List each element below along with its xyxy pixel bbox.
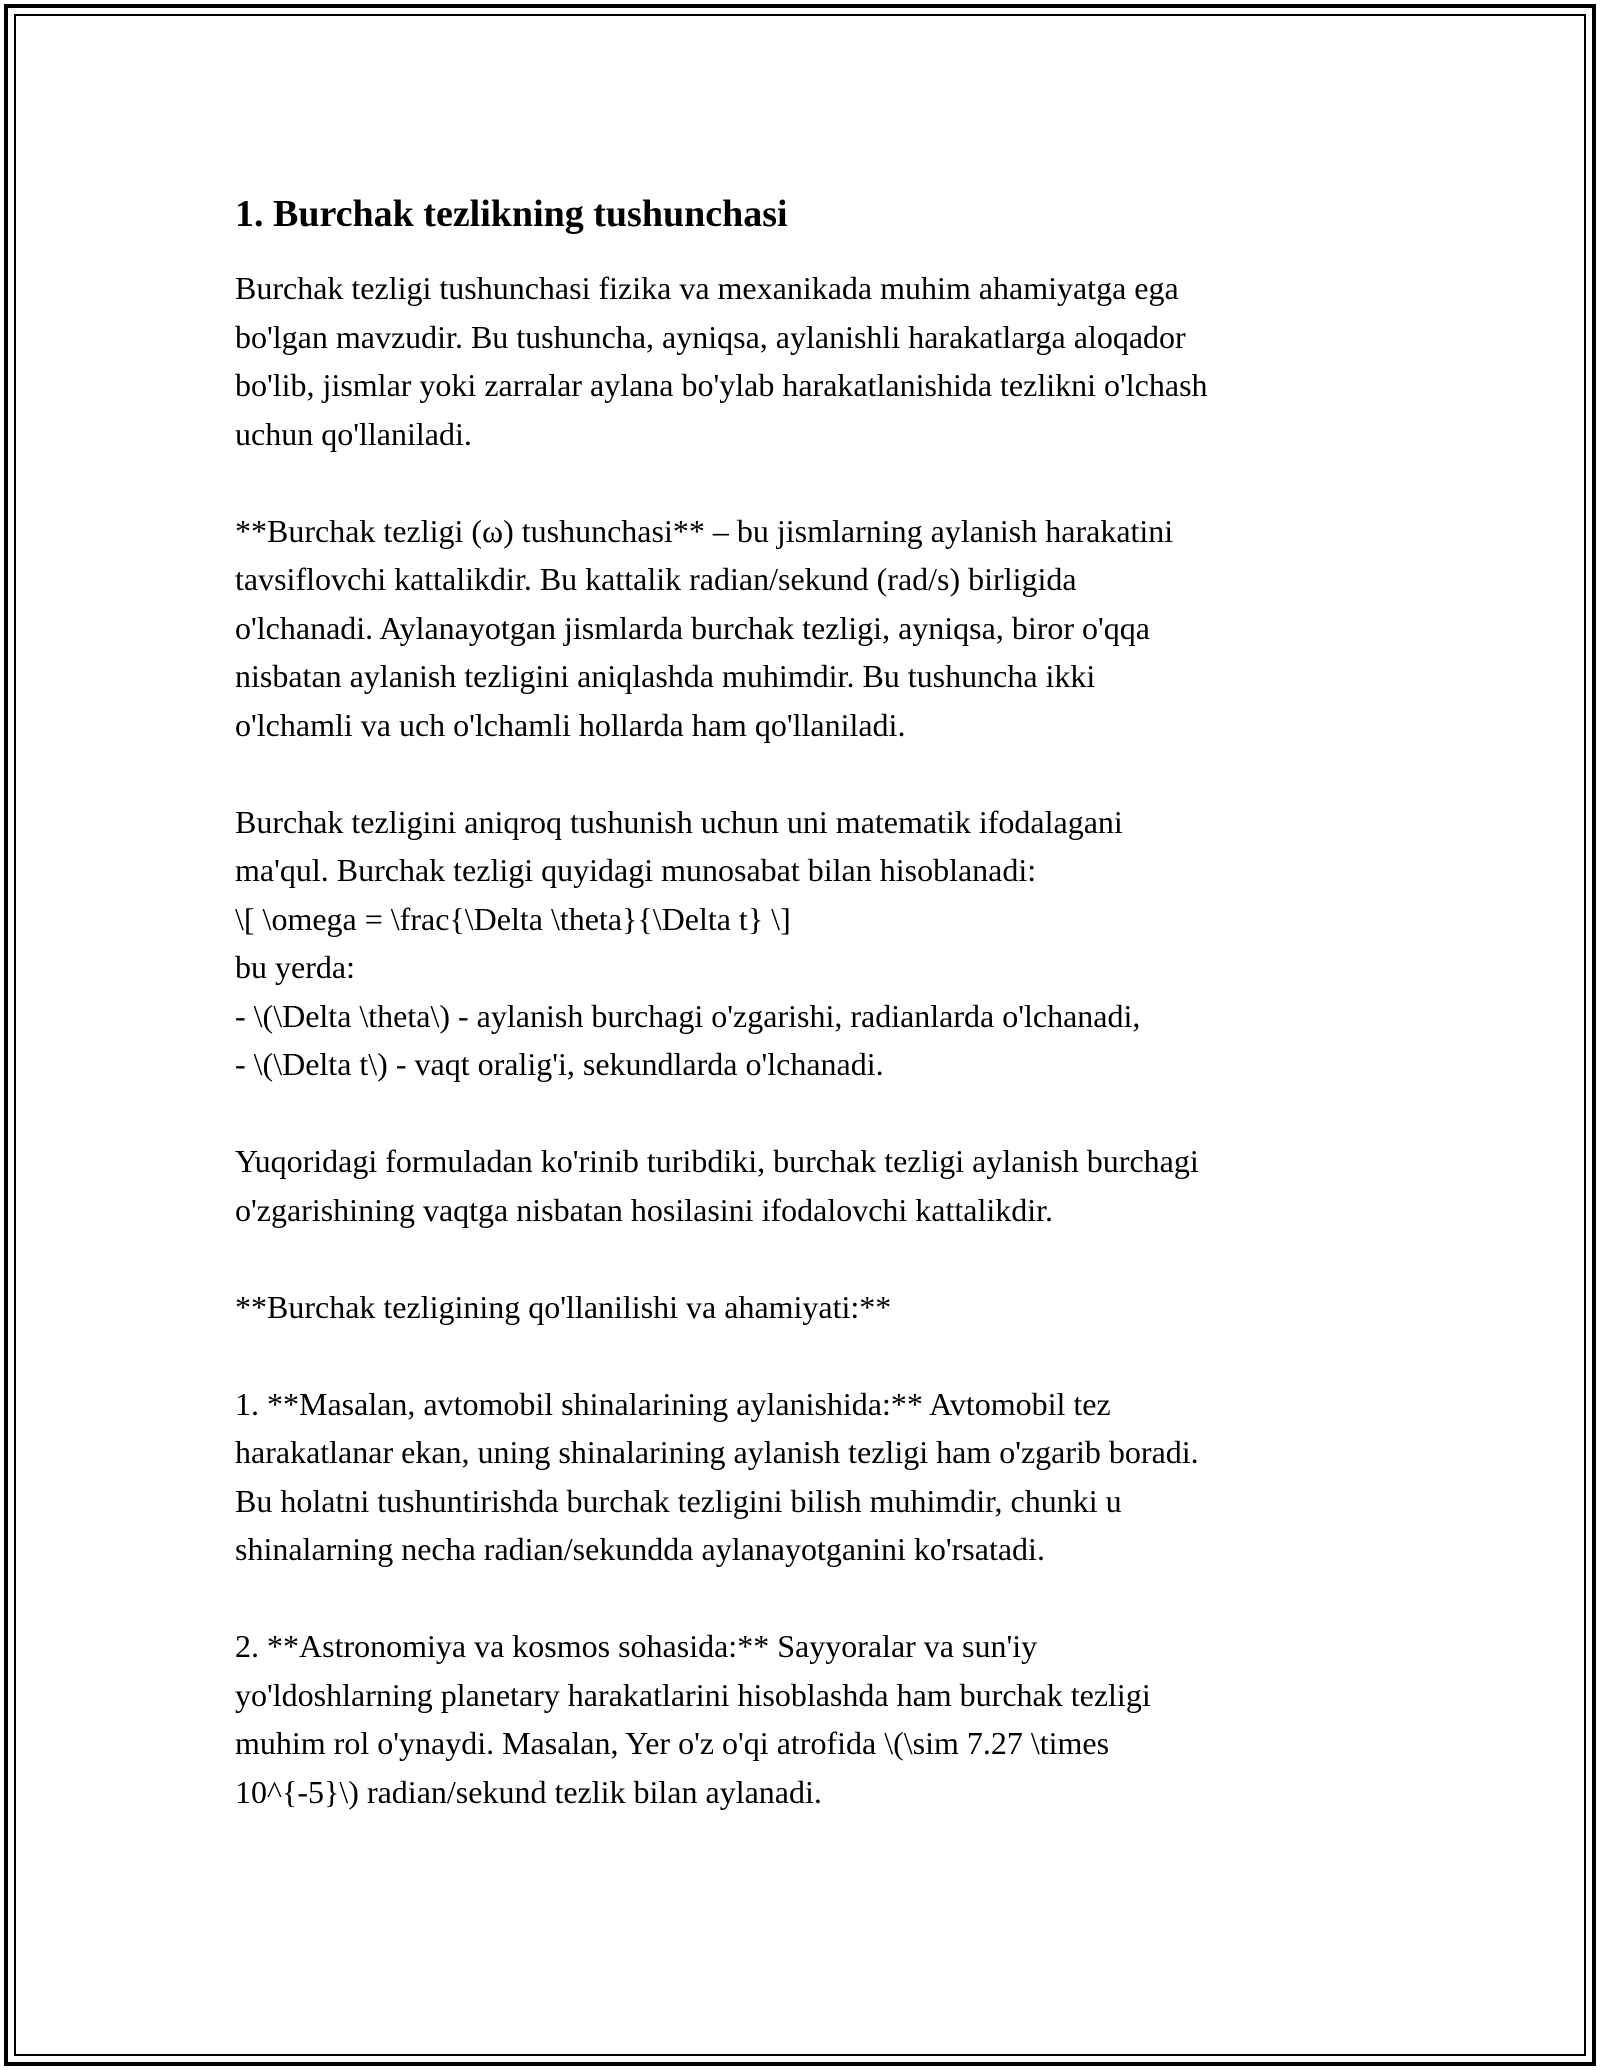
paragraph-line: muhim rol o'ynaydi. Masalan, Yer o'z o'qi atrofida \(\sim 7.27 \times: [235, 1725, 1110, 1761]
paragraph-line: o'lchanadi. Aylanayotgan jismlarda burchak tezligi, ayniqsa, biror o'qqa: [235, 609, 1150, 646]
document-body: [235, 190, 1375, 1865]
paragraph-line: 1. **Masalan, avtomobil shinalarining aylanishida:** Avtomobil tez: [235, 1385, 1111, 1422]
paragraph-line: harakatlanar ekan, uning shinalarining aylanish tezligi ham o'zgarib boradi.: [235, 1434, 1199, 1470]
paragraph-line: bo'lgan mavzudir. Bu tushuncha, ayniqsa, aylanishli harakatlarga aloqador: [235, 318, 1186, 355]
paragraph-line: **Burchak tezligining qo'llanilishi va ahamiyati:**: [235, 1288, 892, 1325]
paragraph-line: 2. **Astronomiya va kosmos sohasida:** Sayyoralar va sun'iy: [235, 1628, 1038, 1664]
paragraph-line: uchun qo'llaniladi.: [235, 415, 472, 452]
paragraph-line: Yuqoridagi formuladan ko'rinib turibdiki, burchak tezligi aylanish burchagi: [235, 1143, 1199, 1179]
paragraph-line: \[ \omega = \frac{\Delta \theta}{\Delta t} \]: [235, 900, 791, 937]
paragraph-line: shinalarning necha radian/sekundda aylanayotganini ko'rsatadi.: [235, 1531, 1045, 1567]
paragraph-line: Burchak tezligini aniqroq tushunish uchun uni matematik ifodalagani: [235, 803, 1123, 840]
paragraph-line: Burchak tezligi tushunchasi fizika va mexanikada muhim ahamiyatga ega: [235, 270, 1179, 306]
paragraph: [235, 1622, 1375, 1816]
paragraph-line: nisbatan aylanish tezligini aniqlashda muhimdir. Bu tushuncha ikki: [235, 658, 1096, 694]
paragraph-line: tavsiflovchi kattalikdir. Bu kattalik radian/sekund (rad/s) birligida: [235, 561, 1077, 597]
paragraph-line: o'zgarishining vaqtga nisbatan hosilasini ifodalovchi kattalikdir.: [235, 1191, 1054, 1228]
paragraph: [235, 507, 1375, 750]
paragraph: [235, 264, 1375, 458]
paragraph: [235, 1137, 1375, 1234]
paragraph-line: bo'lib, jismlar yoki zarralar aylana bo'ylab harakatlanishida tezlikni o'lchash: [235, 367, 1208, 403]
paragraph: [235, 1283, 1375, 1332]
document-heading: 1. Burchak tezlikning tushunchasi: [235, 193, 788, 235]
paragraph-line: bu yerda:: [235, 949, 355, 985]
paragraph-line: **Burchak tezligi (ω) tushunchasi** – bu jismlarning aylanish harakatini: [235, 512, 1174, 549]
paragraph-line: - \(\Delta t\) - vaqt oralig'i, sekundlarda o'lchanadi.: [235, 1046, 884, 1082]
paragraph-line: o'lchamli va uch o'lchamli hollarda ham qo'llaniladi.: [235, 706, 906, 743]
paragraph-line: - \(\Delta \theta\) - aylanish burchagi o'zgarishi, radianlarda o'lchanadi,: [235, 997, 1141, 1034]
paragraph: [235, 1380, 1375, 1574]
paragraph-list: [235, 264, 1375, 1816]
paragraph-line: ma'qul. Burchak tezligi quyidagi munosabat bilan hisoblanadi:: [235, 852, 1037, 888]
paragraph: [235, 798, 1375, 1089]
paragraph-line: yo'ldoshlarning planetary harakatlarini hisoblashda ham burchak tezligi: [235, 1676, 1151, 1713]
paragraph-line: Bu holatni tushuntirishda burchak tezligini bilish muhimdir, chunki u: [235, 1482, 1122, 1519]
paragraph-line: 10^{-5}\) radian/sekund tezlik bilan aylanadi.: [235, 1773, 822, 1810]
